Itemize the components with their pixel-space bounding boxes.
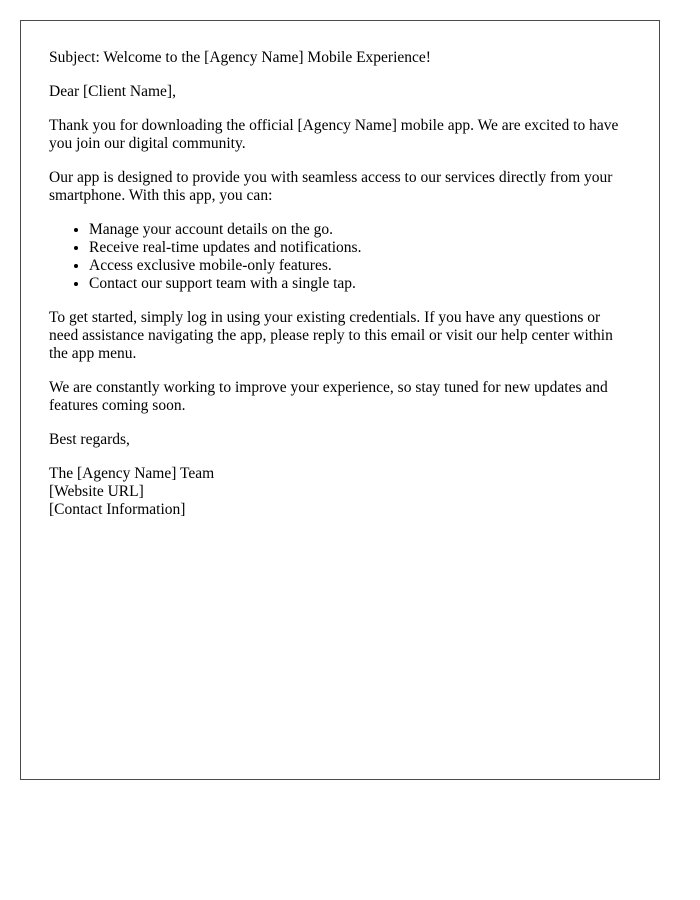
signature-block (49, 465, 631, 519)
improvement-paragraph: We are constantly working to improve your experience, so stay tuned for new updates and features coming soon. (49, 379, 608, 414)
email-subject: Subject: Welcome to the [Agency Name] Mobile Experience! (49, 49, 431, 66)
getting-started-paragraph: To get started, simply log in using your existing credentials. If you have any questions or need assistance navigating the app, please reply to this email or visit our help center within the app menu. (49, 309, 613, 362)
feature-item: • Access exclusive mobile-only features. (89, 257, 631, 275)
feature-item: • Manage your account details on the go. (89, 221, 631, 239)
feature-item: • Contact our support team with a single tap. (89, 275, 631, 293)
intro-paragraph: Thank you for downloading the official [Agency Name] mobile app. We are excited to have you join our digital community. (49, 117, 619, 152)
features-intro-paragraph: Our app is designed to provide you with seamless access to our services directly from your smartphone. With this app, you can: (49, 169, 613, 204)
signature-team: The [Agency Name] Team (49, 465, 215, 482)
email-greeting: Dear [Client Name], (49, 83, 176, 100)
features-list (49, 221, 631, 293)
closing-line: Best regards, (49, 431, 130, 448)
feature-item: • Receive real-time updates and notifications. (89, 239, 631, 257)
signature-website: [Website URL] (49, 483, 144, 500)
email-letter (20, 20, 660, 780)
signature-contact: [Contact Information] (49, 501, 186, 518)
